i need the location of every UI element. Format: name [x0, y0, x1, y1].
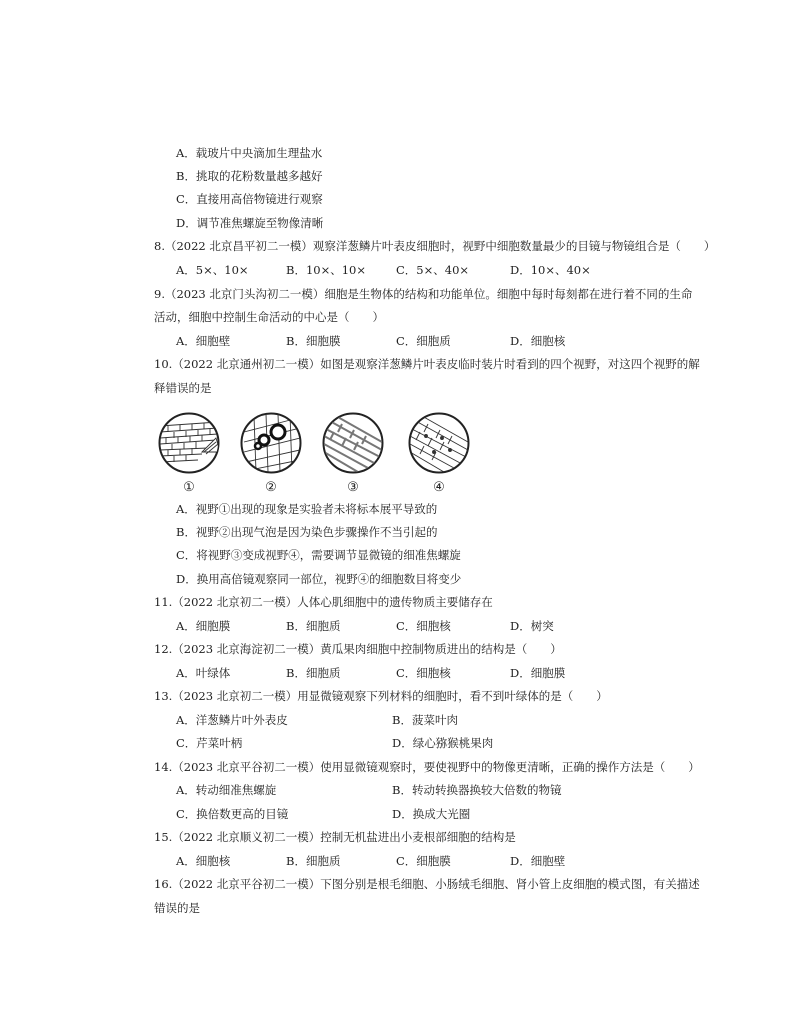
q11-option-a: A．细胞膜: [176, 619, 231, 633]
q14-option-b: B．转动转换器换较大倍数的物镜: [392, 783, 562, 797]
q8-option-a: A．5×、10×: [176, 263, 249, 277]
q10-option-d: D．换用高倍镜观察同一部位，视野④的细胞数目将变少: [176, 572, 462, 586]
q9-option-b: B．细胞膜: [286, 334, 341, 348]
q9-stem-line1: 9.（2023 北京门头沟初二一模）细胞是生物体的结构和功能单位。细胞中每时每刻都在进行着不同的生命: [154, 287, 693, 301]
field-of-view-2-label: ②: [265, 480, 277, 495]
field-of-view-1-label: ①: [183, 480, 195, 495]
q15-option-b: B．细胞质: [286, 854, 341, 868]
q12-option-c: C．细胞核: [396, 666, 451, 680]
q14-option-c: C．换倍数更高的目镜: [176, 807, 289, 821]
q15-stem: 15.（2022 北京顺义初二一模）控制无机盐进出小麦根部细胞的结构是: [154, 830, 516, 844]
q14-option-d: D．换成大光圈: [392, 807, 471, 821]
q8-option-c: C．5×、40×: [396, 263, 470, 277]
q10-figure: [158, 412, 478, 498]
q9-option-a: A．细胞壁: [176, 334, 231, 348]
q10-option-a: A．视野①出现的现象是实验者未将标本展平导致的: [176, 502, 438, 516]
q10-stem-line2: 释错误的是: [154, 381, 212, 395]
q14-option-a: A．转动细准焦螺旋: [176, 783, 277, 797]
field-of-view-4-image: [408, 412, 470, 474]
q10-stem-line1: 10.（2022 北京通州初二一模）如图是观察洋葱鳞片叶表皮临时装片时看到的四个视野，对这四个视野的解: [154, 357, 700, 371]
q13-option-b: B．菠菜叶肉: [392, 713, 458, 727]
q12-option-a: A．叶绿体: [176, 666, 231, 680]
q10-option-b: B．视野②出现气泡是因为染色步骤操作不当引起的: [176, 525, 438, 539]
field-of-view-3-image: [322, 412, 384, 474]
field-of-view-4-label: ④: [433, 480, 445, 495]
q11-stem: 11.（2022 北京初二一模）人体心肌细胞中的遗传物质主要储存在: [154, 595, 493, 609]
q8-option-b: B．10×、10×: [286, 263, 366, 277]
q7-option-b: B．挑取的花粉数量越多越好: [176, 169, 323, 183]
q9-option-d: D．细胞核: [510, 334, 566, 348]
q7-option-a: A．载玻片中央滴加生理盐水: [176, 146, 323, 160]
q13-stem: 13.（2023 北京初二一模）用显微镜观察下列材料的细胞时，看不到叶绿体的是（ ）: [154, 689, 608, 703]
q8-stem: 8.（2022 北京昌平初二一模）观察洋葱鳞片叶表皮细胞时，视野中细胞数量最少的目镜与物镜组合是（ ）: [154, 239, 716, 253]
q16-stem-line2: 错误的是: [154, 901, 200, 915]
q15-option-d: D．细胞壁: [510, 854, 566, 868]
q8-option-d: D．10×、40×: [510, 263, 591, 277]
q7-option-c: C．直接用高倍物镜进行观察: [176, 192, 323, 206]
q14-stem: 14.（2023 北京平谷初二一模）使用显微镜观察时，要使视野中的物像更清晰，正确的操作方法是（ ）: [154, 760, 700, 774]
q16-stem-line1: 16.（2022 北京平谷初二一模）下图分别是根毛细胞、小肠绒毛细胞、肾小管上皮细胞的模式图，有关描述: [154, 877, 700, 891]
q10-option-c: C．将视野③变成视野④，需要调节显微镜的细准焦螺旋: [176, 548, 461, 562]
q9-stem-line2: 活动，细胞中控制生命活动的中心是（ ）: [154, 310, 384, 324]
q13-option-d: D．绿心猕猴桃果肉: [392, 736, 494, 750]
q7-option-d: D．调节准焦螺旋至物像清晰: [176, 216, 324, 230]
q15-option-c: C．细胞膜: [396, 854, 451, 868]
q11-option-d: D．树突: [510, 619, 554, 633]
field-of-view-3-label: ③: [347, 480, 359, 495]
q13-option-c: C．芹菜叶柄: [176, 736, 243, 750]
field-of-view-2-image: [240, 412, 302, 474]
q11-option-b: B．细胞质: [286, 619, 341, 633]
q11-option-c: C．细胞核: [396, 619, 451, 633]
q12-stem: 12.（2023 北京海淀初二一模）黄瓜果肉细胞中控制物质进出的结构是（ ）: [154, 642, 562, 656]
q12-option-b: B．细胞质: [286, 666, 341, 680]
q13-option-a: A．洋葱鳞片叶外表皮: [176, 713, 288, 727]
q12-option-d: D．细胞膜: [510, 666, 566, 680]
field-of-view-1-image: [158, 412, 220, 474]
q15-option-a: A．细胞核: [176, 854, 231, 868]
q9-option-c: C．细胞质: [396, 334, 451, 348]
